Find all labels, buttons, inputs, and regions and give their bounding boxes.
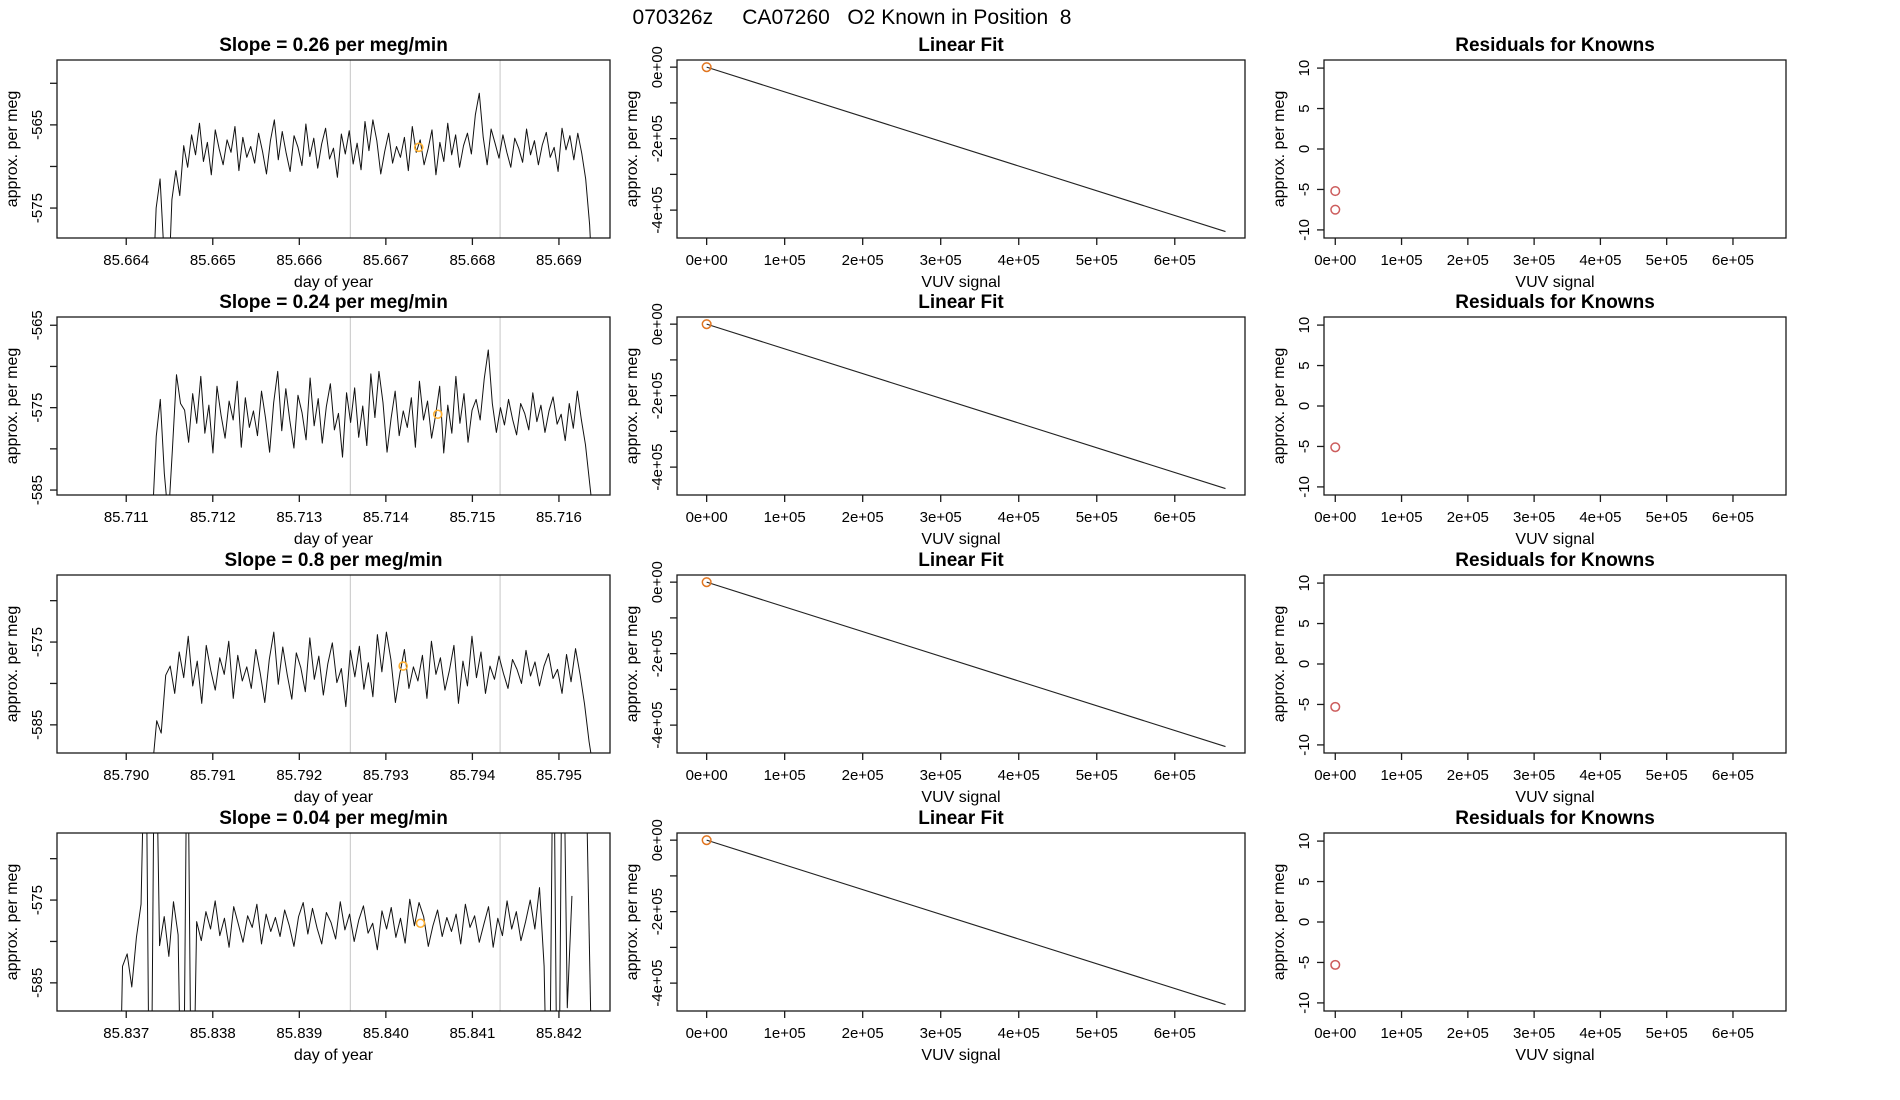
x-tick-label: 85.792 <box>276 767 323 784</box>
x-tick-label: 1e+05 <box>1380 767 1423 784</box>
y-tick-label: -10 <box>1296 219 1313 241</box>
x-axis-label: day of year <box>293 789 374 806</box>
x-tick-label: 3e+05 <box>1513 767 1556 784</box>
plot-box <box>57 575 610 753</box>
plot-box <box>57 317 610 495</box>
x-tick-label: 1e+05 <box>763 509 806 526</box>
y-tick-label: -10 <box>1296 992 1313 1014</box>
y-tick-label: 0 <box>1296 659 1313 669</box>
x-tick-label: 3e+05 <box>1513 1025 1556 1042</box>
x-tick-label: 85.790 <box>103 767 150 784</box>
x-tick-label: 2e+05 <box>1446 767 1489 784</box>
y-tick-label: 10 <box>1296 59 1313 77</box>
x-tick-label: 2e+05 <box>1446 252 1489 269</box>
residual-point <box>1331 961 1340 970</box>
panel-title: Linear Fit <box>918 808 1004 829</box>
y-axis-label: approx. per meg <box>1271 90 1288 208</box>
y-tick-label: 0e+00 <box>649 819 666 862</box>
x-axis-label: VUV signal <box>1515 531 1595 548</box>
panel-title: Slope = 0.24 per meg/min <box>219 292 448 313</box>
x-tick-label: 0e+00 <box>685 767 728 784</box>
y-tick-label: 5 <box>1296 619 1313 628</box>
x-axis-label: day of year <box>293 531 374 548</box>
y-tick-label: -5 <box>1296 697 1313 712</box>
x-tick-label: 0e+00 <box>1314 509 1357 526</box>
y-axis-label: approx. per meg <box>4 605 21 723</box>
x-axis-label: VUV signal <box>921 531 1001 548</box>
x-tick-label: 2e+05 <box>1446 1025 1489 1042</box>
x-tick-label: 4e+05 <box>997 767 1040 784</box>
panel-r4-timeseries <box>4 652 610 1100</box>
x-tick-label: 3e+05 <box>919 1025 962 1042</box>
y-axis-label: approx. per meg <box>1271 605 1288 723</box>
x-axis-label: VUV signal <box>1515 274 1595 291</box>
y-tick-label: 10 <box>1296 574 1313 592</box>
x-tick-label: 1e+05 <box>763 252 806 269</box>
y-tick-label: -565 <box>29 109 47 140</box>
x-tick-label: 85.712 <box>189 509 236 526</box>
y-tick-label: -2e+05 <box>649 630 666 678</box>
y-tick-label: -2e+05 <box>649 115 666 163</box>
y-axis-label: approx. per meg <box>1271 863 1288 981</box>
x-tick-label: 85.841 <box>449 1025 496 1042</box>
panel-r2-timeseries <box>4 292 610 548</box>
y-tick-label: 0 <box>1296 917 1313 927</box>
x-tick-label: 5e+05 <box>1075 1025 1118 1042</box>
y-tick-label: -4e+05 <box>649 959 666 1007</box>
x-tick-label: 6e+05 <box>1711 509 1755 526</box>
x-tick-label: 85.842 <box>535 1025 582 1042</box>
x-axis-label: VUV signal <box>921 1047 1001 1064</box>
residual-point <box>1331 703 1340 712</box>
x-tick-label: 85.838 <box>189 1025 236 1042</box>
x-tick-label: 85.840 <box>362 1025 409 1042</box>
x-tick-label: 85.669 <box>535 252 582 269</box>
x-tick-label: 85.664 <box>103 252 150 269</box>
x-tick-label: 5e+05 <box>1645 767 1688 784</box>
x-tick-label: 5e+05 <box>1645 509 1688 526</box>
y-tick-label: 0 <box>1296 144 1313 154</box>
y-tick-label: 10 <box>1296 316 1313 334</box>
x-axis-label: VUV signal <box>1515 1047 1595 1064</box>
x-tick-label: 1e+05 <box>1380 252 1423 269</box>
y-tick-label: -575 <box>29 885 46 916</box>
x-tick-label: 5e+05 <box>1645 1025 1688 1042</box>
y-tick-label: 0e+00 <box>649 303 666 346</box>
x-tick-label: 0e+00 <box>685 509 728 526</box>
x-tick-label: 1e+05 <box>763 767 806 784</box>
x-tick-label: 2e+05 <box>1446 509 1489 526</box>
x-tick-label: 5e+05 <box>1075 767 1118 784</box>
plot-box <box>1324 833 1786 1011</box>
window-mean-marker <box>416 919 424 927</box>
y-tick-label: -575 <box>29 193 46 224</box>
y-axis-label: approx. per meg <box>4 347 21 465</box>
panel-r1-residuals <box>1271 35 1786 291</box>
x-axis-label: day of year <box>293 274 374 291</box>
x-tick-label: 85.791 <box>189 767 236 784</box>
x-tick-label: 6e+05 <box>1153 509 1196 526</box>
x-tick-label: 6e+05 <box>1153 1025 1196 1042</box>
x-tick-label: 5e+05 <box>1075 252 1118 269</box>
y-tick-label: 5 <box>1296 104 1313 113</box>
y-tick-label: -4e+05 <box>649 186 666 234</box>
plot-box <box>1324 575 1786 753</box>
panel-title: Slope = 0.26 per meg/min <box>219 35 448 56</box>
x-tick-label: 0e+00 <box>1314 767 1357 784</box>
y-axis-label: approx. per meg <box>624 347 641 465</box>
x-tick-label: 2e+05 <box>841 252 884 269</box>
x-tick-label: 6e+05 <box>1711 1025 1755 1042</box>
x-tick-label: 0e+00 <box>685 1025 728 1042</box>
x-tick-label: 5e+05 <box>1645 252 1688 269</box>
panel-r4-residuals <box>1271 808 1786 1064</box>
x-tick-label: 4e+05 <box>1579 767 1622 784</box>
timeseries-line <box>113 652 572 1100</box>
x-tick-label: 6e+05 <box>1711 252 1755 269</box>
y-tick-label: 0e+00 <box>649 561 666 604</box>
x-axis-label: day of year <box>293 1047 374 1064</box>
residual-point <box>1331 205 1340 214</box>
x-tick-label: 85.665 <box>189 252 236 269</box>
y-tick-label: -2e+05 <box>649 372 666 420</box>
residual-point <box>1331 443 1340 452</box>
y-tick-label: -585 <box>29 709 46 740</box>
y-tick-label: 10 <box>1296 832 1313 850</box>
plot-box <box>1324 317 1786 495</box>
timeseries-line <box>152 632 593 770</box>
y-tick-label: 5 <box>1296 877 1313 886</box>
y-tick-label: -5 <box>1296 182 1313 197</box>
y-tick-label: -565 <box>29 310 46 341</box>
x-tick-label: 85.668 <box>449 252 496 269</box>
panel-r3-residuals <box>1271 550 1786 806</box>
panel-title: Linear Fit <box>918 292 1004 313</box>
x-tick-label: 0e+00 <box>1314 252 1357 269</box>
page-title: 070326z CA07260 O2 Known in Position 8 <box>632 6 1072 29</box>
y-tick-label: -5 <box>1296 955 1313 970</box>
panel-title: Residuals for Knowns <box>1455 808 1655 829</box>
x-tick-label: 85.715 <box>449 509 496 526</box>
fit-line <box>707 582 1226 746</box>
x-tick-label: 85.667 <box>362 252 409 269</box>
x-axis-label: VUV signal <box>921 789 1001 806</box>
x-tick-label: 5e+05 <box>1075 509 1118 526</box>
panel-r1-timeseries <box>4 35 610 308</box>
y-tick-label: -585 <box>29 967 46 998</box>
y-axis-label: approx. per meg <box>624 605 641 723</box>
fit-line <box>707 67 1226 231</box>
x-tick-label: 85.837 <box>103 1025 150 1042</box>
panel-title: Residuals for Knowns <box>1455 550 1655 571</box>
y-tick-label: -4e+05 <box>649 701 666 749</box>
fit-line <box>707 840 1226 1004</box>
panel-title: Linear Fit <box>918 35 1004 56</box>
panel-r3-linear-fit <box>624 550 1245 806</box>
x-tick-label: 85.793 <box>362 767 409 784</box>
x-tick-label: 4e+05 <box>997 252 1040 269</box>
x-axis-label: VUV signal <box>921 274 1001 291</box>
x-tick-label: 3e+05 <box>919 767 962 784</box>
y-axis-label: approx. per meg <box>1271 347 1288 465</box>
panel-r2-linear-fit <box>624 292 1245 548</box>
x-tick-label: 0e+00 <box>685 252 728 269</box>
x-tick-label: 4e+05 <box>1579 509 1622 526</box>
x-tick-label: 3e+05 <box>1513 252 1556 269</box>
x-tick-label: 4e+05 <box>997 1025 1040 1042</box>
panel-title: Slope = 0.04 per meg/min <box>219 808 448 829</box>
timeseries-line <box>152 350 593 523</box>
y-tick-label: 0 <box>1296 401 1313 411</box>
x-tick-label: 6e+05 <box>1153 252 1196 269</box>
panel-r4-linear-fit <box>624 808 1245 1064</box>
x-tick-label: 85.666 <box>276 252 323 269</box>
x-tick-label: 3e+05 <box>919 509 962 526</box>
fit-line <box>707 324 1226 488</box>
plot-box <box>57 833 610 1011</box>
y-tick-label: -2e+05 <box>649 888 666 936</box>
x-tick-label: 85.794 <box>449 767 496 784</box>
x-tick-label: 1e+05 <box>1380 509 1423 526</box>
panel-r2-residuals <box>1271 292 1786 548</box>
timeseries-line <box>587 801 592 1074</box>
panel-title: Slope = 0.8 per meg/min <box>224 550 443 571</box>
y-tick-label: -585 <box>29 475 46 506</box>
panel-title: Residuals for Knowns <box>1455 292 1655 313</box>
plot-box <box>1324 60 1786 238</box>
y-tick-label: -575 <box>29 392 46 423</box>
y-tick-label: -10 <box>1296 734 1313 756</box>
x-tick-label: 1e+05 <box>1380 1025 1423 1042</box>
y-axis-label: approx. per meg <box>4 90 21 208</box>
y-tick-label: -5 <box>1296 439 1313 454</box>
x-tick-label: 1e+05 <box>763 1025 806 1042</box>
x-tick-label: 2e+05 <box>841 509 884 526</box>
panel-r1-linear-fit <box>624 35 1245 291</box>
y-tick-label: -4e+05 <box>649 443 666 491</box>
x-axis-label: VUV signal <box>1515 789 1595 806</box>
x-tick-label: 85.839 <box>276 1025 323 1042</box>
panel-title: Linear Fit <box>918 550 1004 571</box>
x-tick-label: 0e+00 <box>1314 1025 1357 1042</box>
x-tick-label: 4e+05 <box>1579 1025 1622 1042</box>
x-tick-label: 6e+05 <box>1711 767 1755 784</box>
x-tick-label: 3e+05 <box>919 252 962 269</box>
x-tick-label: 4e+05 <box>1579 252 1622 269</box>
x-tick-label: 3e+05 <box>1513 509 1556 526</box>
x-tick-label: 4e+05 <box>997 509 1040 526</box>
y-tick-label: 0e+00 <box>649 46 666 89</box>
x-tick-label: 2e+05 <box>841 1025 884 1042</box>
window-mean-marker <box>434 410 442 418</box>
x-tick-label: 85.713 <box>276 509 323 526</box>
residual-point <box>1331 187 1340 196</box>
x-tick-label: 85.711 <box>103 509 149 526</box>
panel-title: Residuals for Knowns <box>1455 35 1655 56</box>
x-tick-label: 85.716 <box>535 509 582 526</box>
y-axis-label: approx. per meg <box>4 863 21 981</box>
x-tick-label: 2e+05 <box>841 767 884 784</box>
x-tick-label: 85.714 <box>362 509 409 526</box>
x-tick-label: 6e+05 <box>1153 767 1196 784</box>
y-tick-label: -10 <box>1296 476 1313 498</box>
y-axis-label: approx. per meg <box>624 863 641 981</box>
y-tick-label: 5 <box>1296 361 1313 370</box>
x-tick-label: 85.795 <box>535 767 582 784</box>
y-tick-label: -575 <box>29 627 46 658</box>
y-axis-label: approx. per meg <box>624 90 641 208</box>
panel-r3-timeseries <box>4 550 610 806</box>
